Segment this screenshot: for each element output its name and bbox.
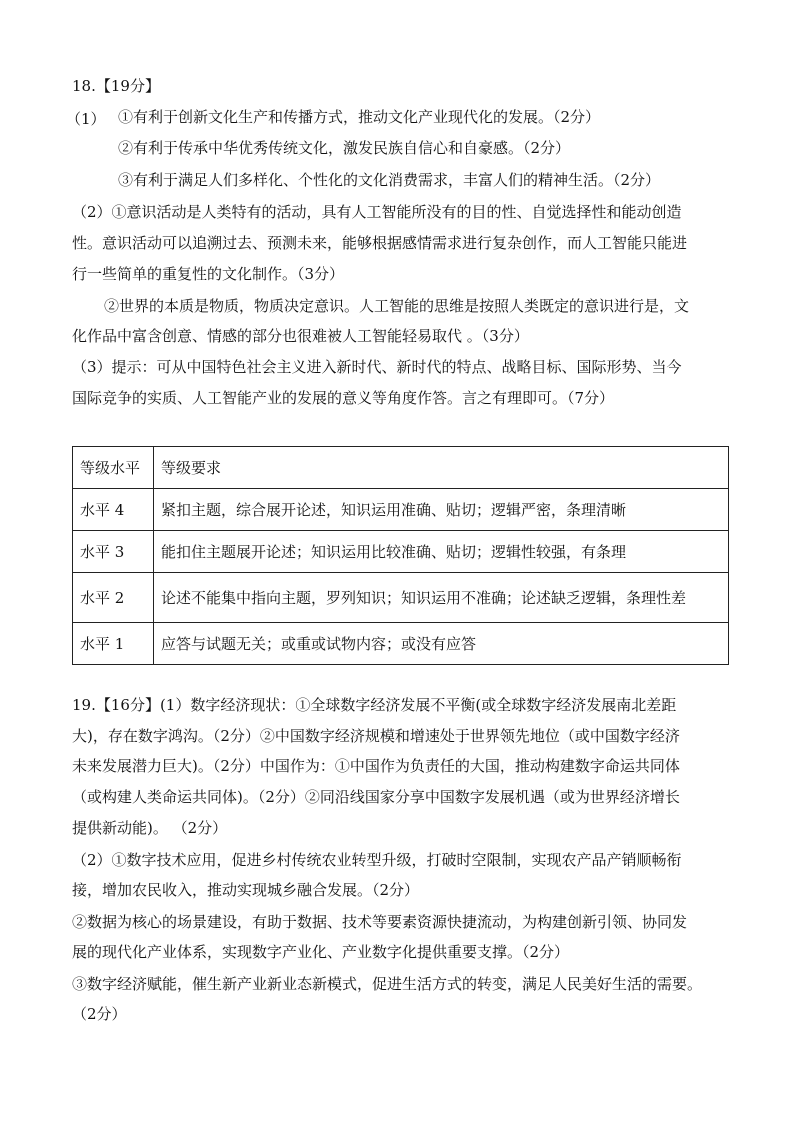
grading-table xyxy=(72,446,729,665)
q19-part2-line: （2）①数字技术应用，促进乡村传统农业转型升级，打破时空限制，实现农产品产销顺畅衔 xyxy=(72,851,682,869)
q18-part1-label: （1） xyxy=(66,110,106,128)
table-row xyxy=(73,623,729,665)
q18-part3-line: （3）提示：可从中国特色社会主义进入新时代、新时代的特点、战略目标、国际形势、当今 xyxy=(72,358,682,376)
table-cell-requirement: 论述不能集中指向主题，罗列知识；知识运用不准确；论述缺乏逻辑，条理性差 xyxy=(154,573,729,623)
table-cell-level: 水平 2 xyxy=(73,573,154,623)
q19-part2-line: ②数据为核心的场景建设，有助于数据、技术等要素资源快捷流动，为构建创新引领、协同发 xyxy=(72,913,688,931)
table-cell-requirement: 能扣住主题展开论述；知识运用比较准确、贴切；逻辑性较强，有条理 xyxy=(154,531,729,573)
q19-part2-line: 接，增加农民收入，推动实现城乡融合发展。（2分） xyxy=(72,881,420,899)
table-header-requirement: 等级要求 xyxy=(154,447,729,489)
table-header-level: 等级水平 xyxy=(73,447,154,489)
table-cell-level: 水平 3 xyxy=(73,531,154,573)
table-cell-requirement: 应答与试题无关；或重或试物内容；或没有应答 xyxy=(154,623,729,665)
q18-part3-line: 国际竞争的实质、人工智能产业的发展的意义等角度作答。言之有理即可。（7分） xyxy=(72,389,615,407)
q19-part1-line: 19.【16分】(1）数字经济现状：①全球数字经济发展不平衡(或全球数字经济发展南北差距 xyxy=(72,696,677,714)
q18-heading: 18.【19分】 xyxy=(72,77,160,95)
q18-part2-line: 性。意识活动可以追溯过去、预测未来，能够根据感情需求进行复杂创作，而人工智能只能进 xyxy=(72,234,688,252)
table-cell-level: 水平 4 xyxy=(73,489,154,531)
q18-part1-item: ①有利于创新文化生产和传播方式，推动文化产业现代化的发展。（2分） xyxy=(118,108,601,126)
q19-part2-line: （2分） xyxy=(72,1005,127,1023)
q18-part2-line: 化作品中富含创意、情感的部分也很难被人工智能轻易取代 。（3分） xyxy=(72,327,529,345)
q18-part2-line: （2）①意识活动是人类特有的活动，具有人工智能所没有的目的性、自觉选择性和能动创造 xyxy=(72,203,682,221)
q19-part2-line: ③数字经济赋能，催生新产业新业态新模式，促进生活方式的转变，满足人民美好生活的需要。 xyxy=(72,975,703,993)
q18-part1-item: ②有利于传承中华优秀传统文化，激发民族自信心和自豪感。（2分） xyxy=(118,139,571,157)
table-row xyxy=(73,573,729,623)
q18-part1-item: ③有利于满足人们多样化、个性化的文化消费需求，丰富人们的精神生活。（2分） xyxy=(118,171,661,189)
table-row xyxy=(73,531,729,573)
q19-part1-line: 大)，存在数字鸿沟。（2分）②中国数字经济规模和增速处于世界领先地位（或中国数字经济 xyxy=(72,727,680,745)
q19-part1-line: 未来发展潜力巨大)。（2分）中国作为：①中国作为负责任的大国，推动构建数字命运共同体 xyxy=(72,757,680,775)
q19-part1-line: 提供新动能)。 （2分） xyxy=(72,819,228,837)
q18-part2-line: 行一些简单的重复性的文化制作。（3分） xyxy=(72,265,345,283)
table-cell-requirement: 紧扣主题，综合展开论述，知识运用准确、贴切；逻辑严密，条理清晰 xyxy=(154,489,729,531)
table-row xyxy=(73,489,729,531)
table-header-row xyxy=(73,447,729,489)
q18-part2-line: ②世界的本质是物质，物质决定意识。人工智能的思维是按照人类既定的意识进行是，文 xyxy=(104,297,690,315)
table-cell-level: 水平 1 xyxy=(73,623,154,665)
q19-part2-line: 展的现代化产业体系，实现数字产业化、产业数字化提供重要支撑。（2分） xyxy=(72,943,570,961)
q19-part1-line: （或构建人类命运共同体)。（2分）②同沿线国家分享中国数字发展机遇（或为世界经济增长 xyxy=(72,788,680,806)
